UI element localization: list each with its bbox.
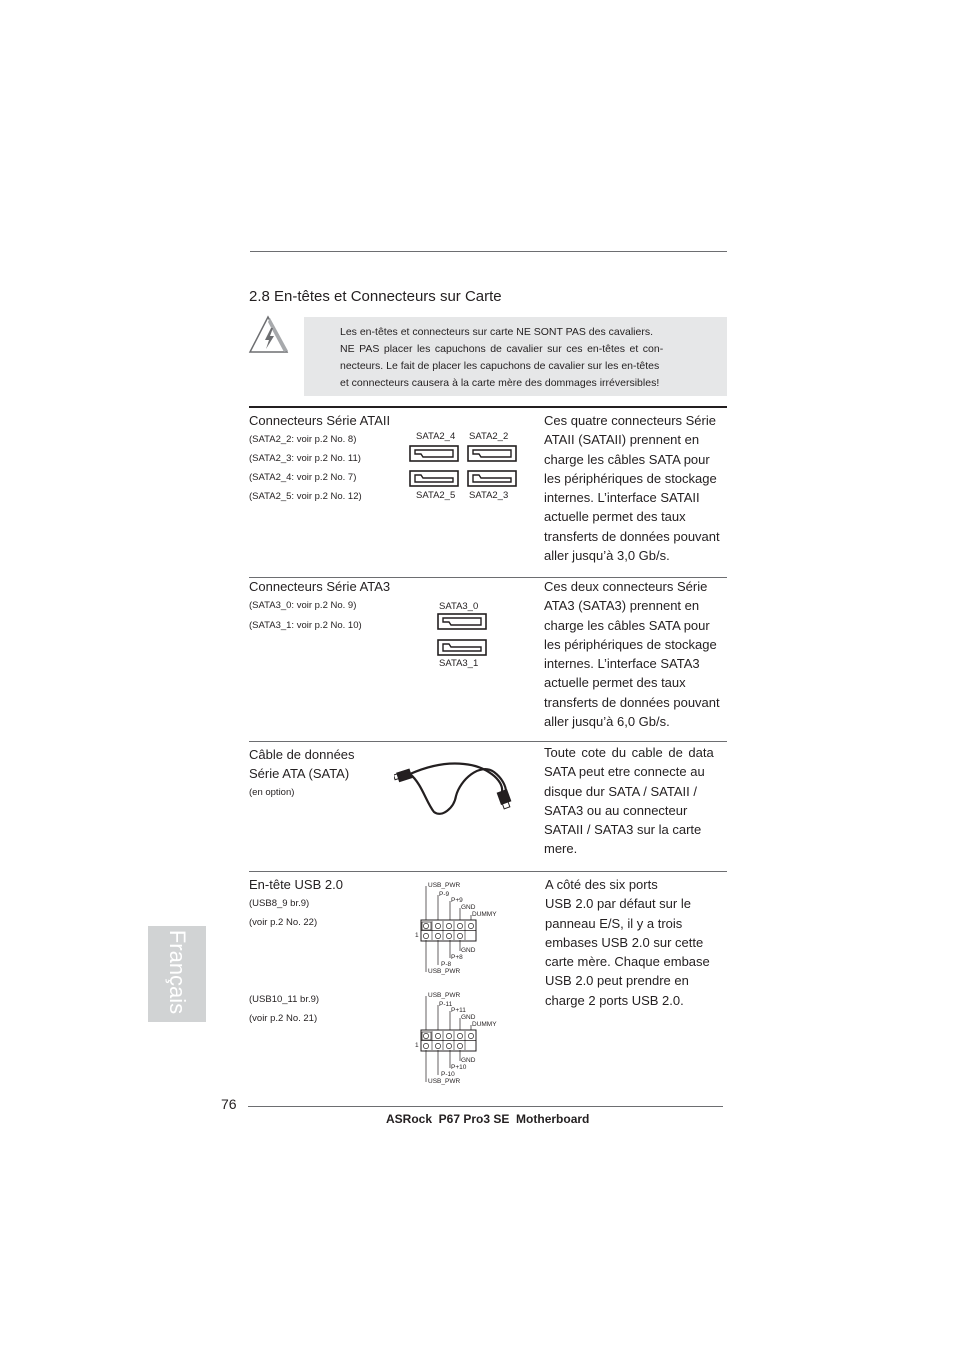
sata3-title: Connecteurs Série ATA3 bbox=[249, 579, 391, 594]
sata2-port-label: SATA2_5 bbox=[416, 490, 456, 501]
cable-description: Toute cote du cable de data SATA peut etre connecte au disque dur SATA / SATAII / SATA3 ou au connecteur SATAII / SATA3 sur la carte mere. bbox=[544, 745, 714, 857]
page-number: 76 bbox=[221, 1096, 237, 1112]
pin-label: P+10 bbox=[451, 1064, 467, 1071]
section-rule bbox=[249, 871, 727, 872]
pin-label: P+11 bbox=[451, 1007, 466, 1014]
sata2-ref: (SATA2_3: voir p.2 No. 11) bbox=[249, 453, 361, 464]
sata-cable-illustration bbox=[394, 758, 522, 818]
sata3-description: Ces deux connecteurs Série ATA3 (SATA3) prennent en charge les câbles SATA pour les périphériques de stockage internes. L’interface SATA3 actuelle permet des taux transferts de données pouvant aller jusqu’à 6,0 Gb/s. bbox=[544, 579, 720, 730]
section-rule bbox=[249, 406, 727, 408]
sata3-ref: (SATA3_0: voir p.2 No. 9) bbox=[249, 600, 357, 611]
pin-label: P+8 bbox=[451, 954, 463, 961]
usb-header1-ref: (voir p.2 No. 22) bbox=[249, 917, 318, 928]
pin-label: P-10 bbox=[441, 1071, 455, 1078]
sata2-ref: (SATA2_5: voir p.2 No. 12) bbox=[249, 491, 362, 502]
sata3-ref: (SATA3_1: voir p.2 No. 10) bbox=[249, 620, 362, 631]
sata3-port-label: SATA3_1 bbox=[439, 658, 479, 669]
pin-label: GND bbox=[461, 904, 476, 911]
sata2-ref: (SATA2_2: voir p.2 No. 8) bbox=[249, 434, 357, 445]
sata2-title: Connecteurs Série ATAII bbox=[249, 413, 391, 428]
caution-line: necteurs. Le fait de placer les capuchons de cavalier sur les en-têtes bbox=[340, 360, 660, 372]
usb-header2-diagram bbox=[414, 990, 504, 1090]
caution-icon bbox=[248, 314, 290, 356]
sata2-connector-diagram bbox=[409, 444, 519, 490]
sata2-ref: (SATA2_4: voir p.2 No. 7) bbox=[249, 472, 357, 483]
pin-1-label: 1 bbox=[415, 1042, 419, 1049]
pin-label: USB_PWR bbox=[428, 1078, 461, 1085]
footer-rule bbox=[248, 1106, 723, 1107]
usb-description: A côté des six ports USB 2.0 par défaut sur le panneau E/S, il y a trois embases USB 2.0 sur cette carte mère. Chaque embase USB 2.0 peut prendre en charge 2 ports USB 2.0. bbox=[545, 877, 710, 1008]
pin-1-label: 1 bbox=[415, 932, 419, 939]
language-tab bbox=[148, 926, 206, 1022]
usb-header1-ref: (USB8_9 br.9) bbox=[249, 898, 310, 909]
sata2-port-label: SATA2_4 bbox=[416, 431, 456, 442]
caution-line: et connecteurs causera à la carte mère des dommages irréversibles! bbox=[340, 377, 660, 389]
cable-title: Câble de données Série ATA (SATA) bbox=[249, 747, 355, 782]
pin-label: GND bbox=[461, 947, 476, 954]
pin-label: USB_PWR bbox=[428, 882, 461, 889]
pin-label: P-9 bbox=[439, 891, 450, 898]
pin-label: USB_PWR bbox=[428, 968, 461, 975]
top-rule bbox=[250, 251, 727, 252]
sata3-port-label: SATA3_0 bbox=[439, 601, 479, 612]
sata-port-icon bbox=[438, 614, 486, 655]
pin-label: GND bbox=[461, 1014, 476, 1021]
caution-line: Les en-têtes et connecteurs sur carte NE SONT PAS des cavaliers. bbox=[340, 326, 654, 338]
cable-option: (en option) bbox=[249, 787, 295, 798]
pin-label: P-11 bbox=[439, 1001, 453, 1008]
pin-label: P+9 bbox=[451, 897, 463, 904]
pin-label: P-8 bbox=[441, 961, 452, 968]
usb-title: En-tête USB 2.0 bbox=[249, 877, 343, 892]
usb-header2-ref: (USB10_11 br.9) bbox=[249, 994, 320, 1005]
pin-label: GND bbox=[461, 1057, 476, 1064]
sata2-port-label: SATA2_3 bbox=[469, 490, 509, 501]
pin-label: DUMMY bbox=[472, 911, 497, 918]
pin-label: DUMMY bbox=[472, 1021, 497, 1028]
sata2-port-label: SATA2_2 bbox=[469, 431, 509, 442]
caution-line: NE PAS placer les capuchons de cavalier sur ces en-têtes et con- bbox=[340, 343, 664, 355]
sata2-description: Ces quatre connecteurs Série ATAII (SATAII) prennent en charge les câbles SATA pour les périphériques de stockage internes. L’interface SATAII actuelle permet des taux transferts de données pouvant aller jusqu’à 3,0 Gb/s. bbox=[544, 413, 720, 564]
pin-label: USB_PWR bbox=[428, 992, 461, 999]
section-rule bbox=[249, 741, 727, 742]
sata3-connector-diagram bbox=[437, 612, 489, 658]
language-tab-label: Français bbox=[165, 929, 190, 1015]
sata-port-icon bbox=[410, 446, 516, 486]
section-title: 2.8 En-têtes et Connecteurs sur Carte bbox=[249, 288, 502, 305]
usb-header2-ref: (voir p.2 No. 21) bbox=[249, 1013, 318, 1024]
usb-header1-diagram bbox=[414, 880, 504, 980]
footer-title: ASRock P67 Pro3 SE Motherboard bbox=[386, 1112, 590, 1126]
